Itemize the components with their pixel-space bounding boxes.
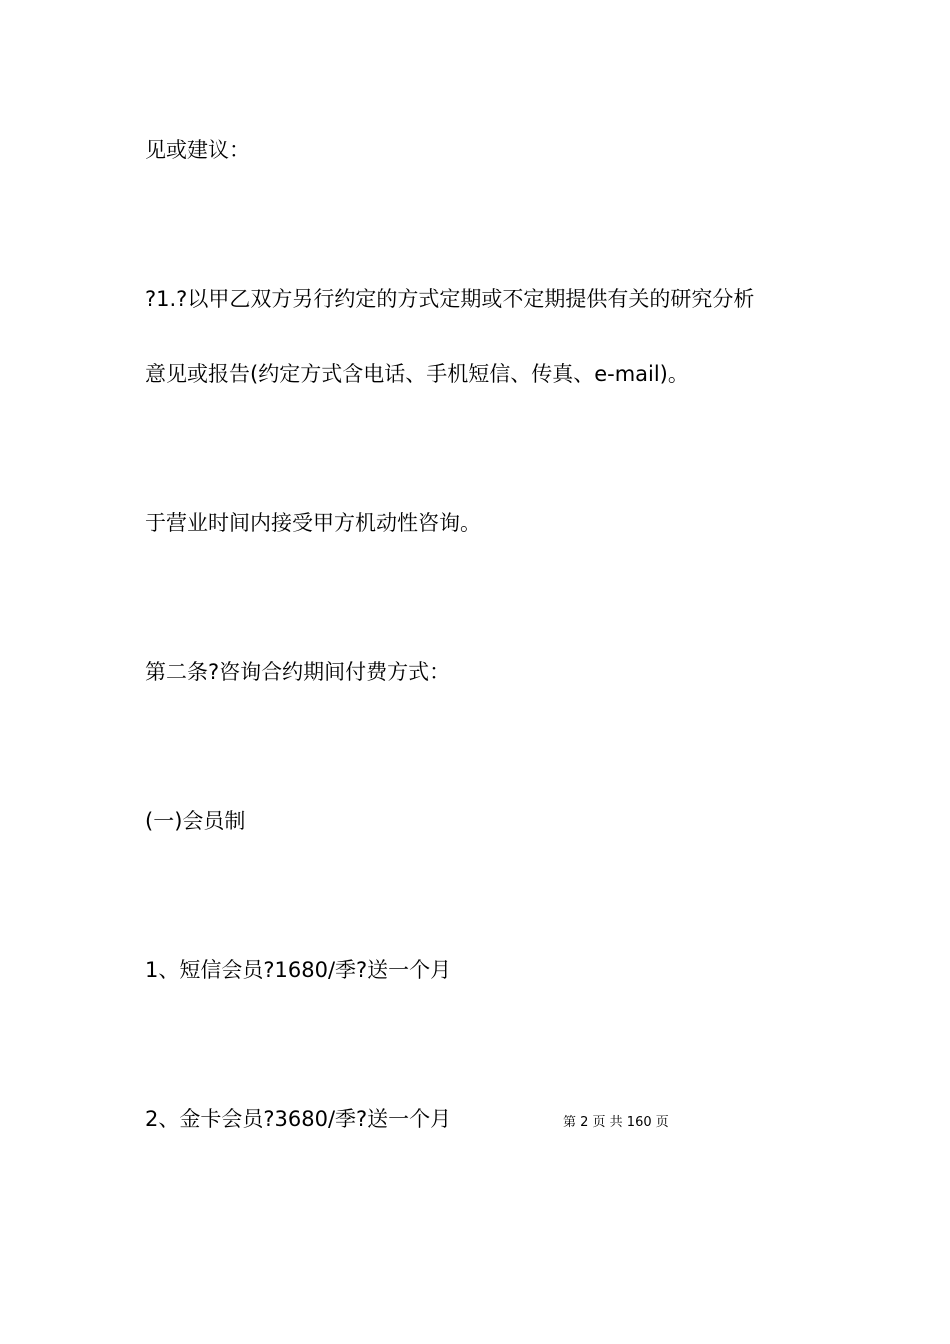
page-number-footer: 第 2 页 共 160 页 [563, 1115, 669, 1130]
body-text-line: 见或建议： [145, 138, 250, 162]
body-text-line: ?1.?以甲乙双方另行约定的方式定期或不定期提供有关的研究分析 [145, 287, 755, 311]
section-heading: 第二条?咨询合约期间付费方式： [145, 660, 451, 684]
subsection-heading: (一)会员制 [145, 809, 246, 833]
body-text-line: 于营业时间内接受甲方机动性咨询。 [145, 511, 481, 535]
list-item: 2、金卡会员?3680/季?送一个月 [145, 1107, 452, 1131]
body-text-line: 意见或报告(约定方式含电话、手机短信、传真、e-mail)。 [145, 362, 689, 386]
list-item: 1、短信会员?1680/季?送一个月 [145, 958, 452, 982]
